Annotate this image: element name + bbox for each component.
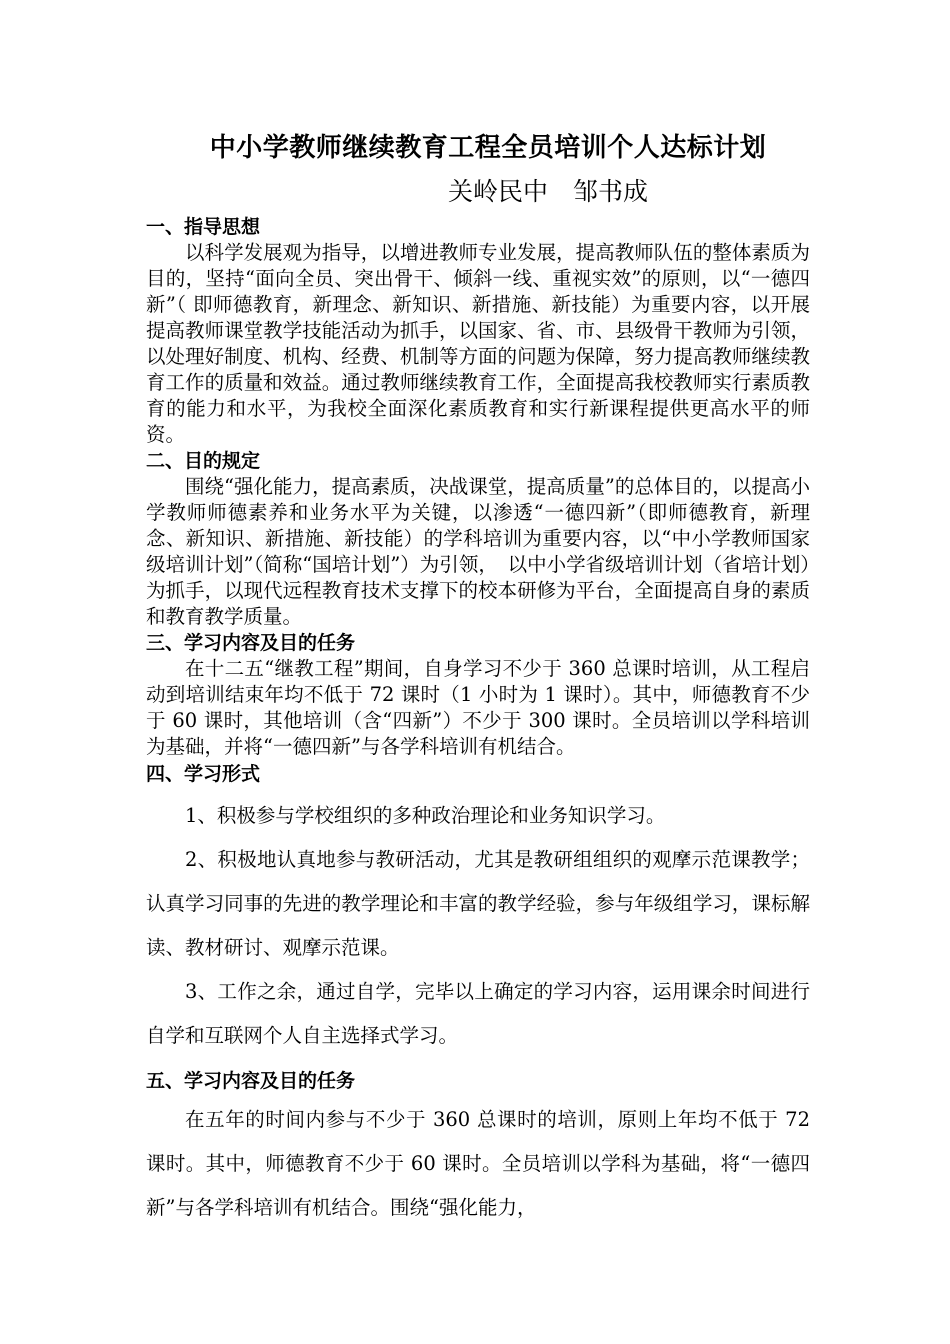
section-learning-content — [146, 630, 810, 760]
document-author: 关岭民中 邹书成 — [447, 177, 648, 206]
section-paragraph: 围绕“强化能力，提高素质，决战课堂，提高质量”的总体目的，以提高小学教师师德素养和业务水平为关键，以渗透“一德四新”（即师德教育，新理念、新知识、新措施、新技能）的学科培训为重要内容，以“中小学教师国家级培训计划”（简称“国培计划”）为引领， 以中小学省级培训计划（省培计划）为抓手，以现代远程教育技术支撑下的校本研修为平台，全面提高自身的素质和教育教学质量。 — [146, 475, 810, 628]
section-learning-forms — [146, 760, 810, 1058]
section-paragraph: 1、积极参与学校组织的多种政治理论和业务知识学习。 — [185, 804, 666, 827]
section-paragraph: 2、积极地认真地参与教研活动，尤其是教研组组织的观摩示范课教学；认真学习同事的先进的教学理论和丰富的教学经验，参与年级组学习，课标解读、教材研讨、观摩示范课。 — [146, 848, 810, 959]
section-paragraph: 3、工作之余，通过自学，完毕以上确定的学习内容，运用课余时间进行自学和互联网个人自主选择式学习。 — [146, 980, 810, 1047]
section-objectives — [146, 448, 810, 630]
section-heading: 四、学习形式 — [146, 763, 261, 785]
section-heading: 一、指导思想 — [146, 216, 261, 238]
section-paragraph: 在五年的时间内参与不少于 360 总课时的培训，原则上年均不低于 72 课时。其中，师德教育不少于 60 课时。全员培训以学科为基础，将“一德四新”与各学科培训有机结合。围绕“强化能力， — [146, 1108, 810, 1219]
section-heading: 三、学习内容及目的任务 — [146, 632, 356, 654]
section-paragraph: 在十二五“继教工程”期间，自身学习不少于 360 总课时培训，从工程启动到培训结束年均不低于 72 课时（1 小时为 1 课时）。其中，师德教育不少于 60 课时，其他培训（含“四新”）不少于 300 课时。全员培训以学科培训为基础，并将“一德四新”与各学科培训有机结合。 — [146, 657, 810, 758]
section-learning-tasks — [146, 1064, 810, 1230]
section-heading: 五、学习内容及目的任务 — [146, 1070, 356, 1092]
document-title: 中小学教师继续教育工程全员培训个人达标计划 — [209, 133, 767, 163]
section-guiding-ideology — [146, 214, 810, 448]
section-heading: 二、目的规定 — [146, 450, 261, 472]
document-page — [146, 128, 810, 1230]
section-paragraph: 以科学发展观为指导，以增进教师专业发展，提高教师队伍的整体素质为目的，坚持“面向全员、突出骨干、倾斜一线、重视实效”的原则，以“一德四新”（ 即师德教育，新理念、新知识、新措施、新技能）为重要内容，以开展提高教师课堂教学技能活动为抓手，以国家、省、市、县级骨干教师为引领，以处理好制度、机构、经费、机制等方面的问题为保障，努力提高教师继续教育工作的质量和效益。通过教师继续教育工作，全面提高我校教师实行素质教育的能力和水平，为我校全面深化素质教育和实行新课程提供更高水平的师资。 — [146, 241, 810, 446]
